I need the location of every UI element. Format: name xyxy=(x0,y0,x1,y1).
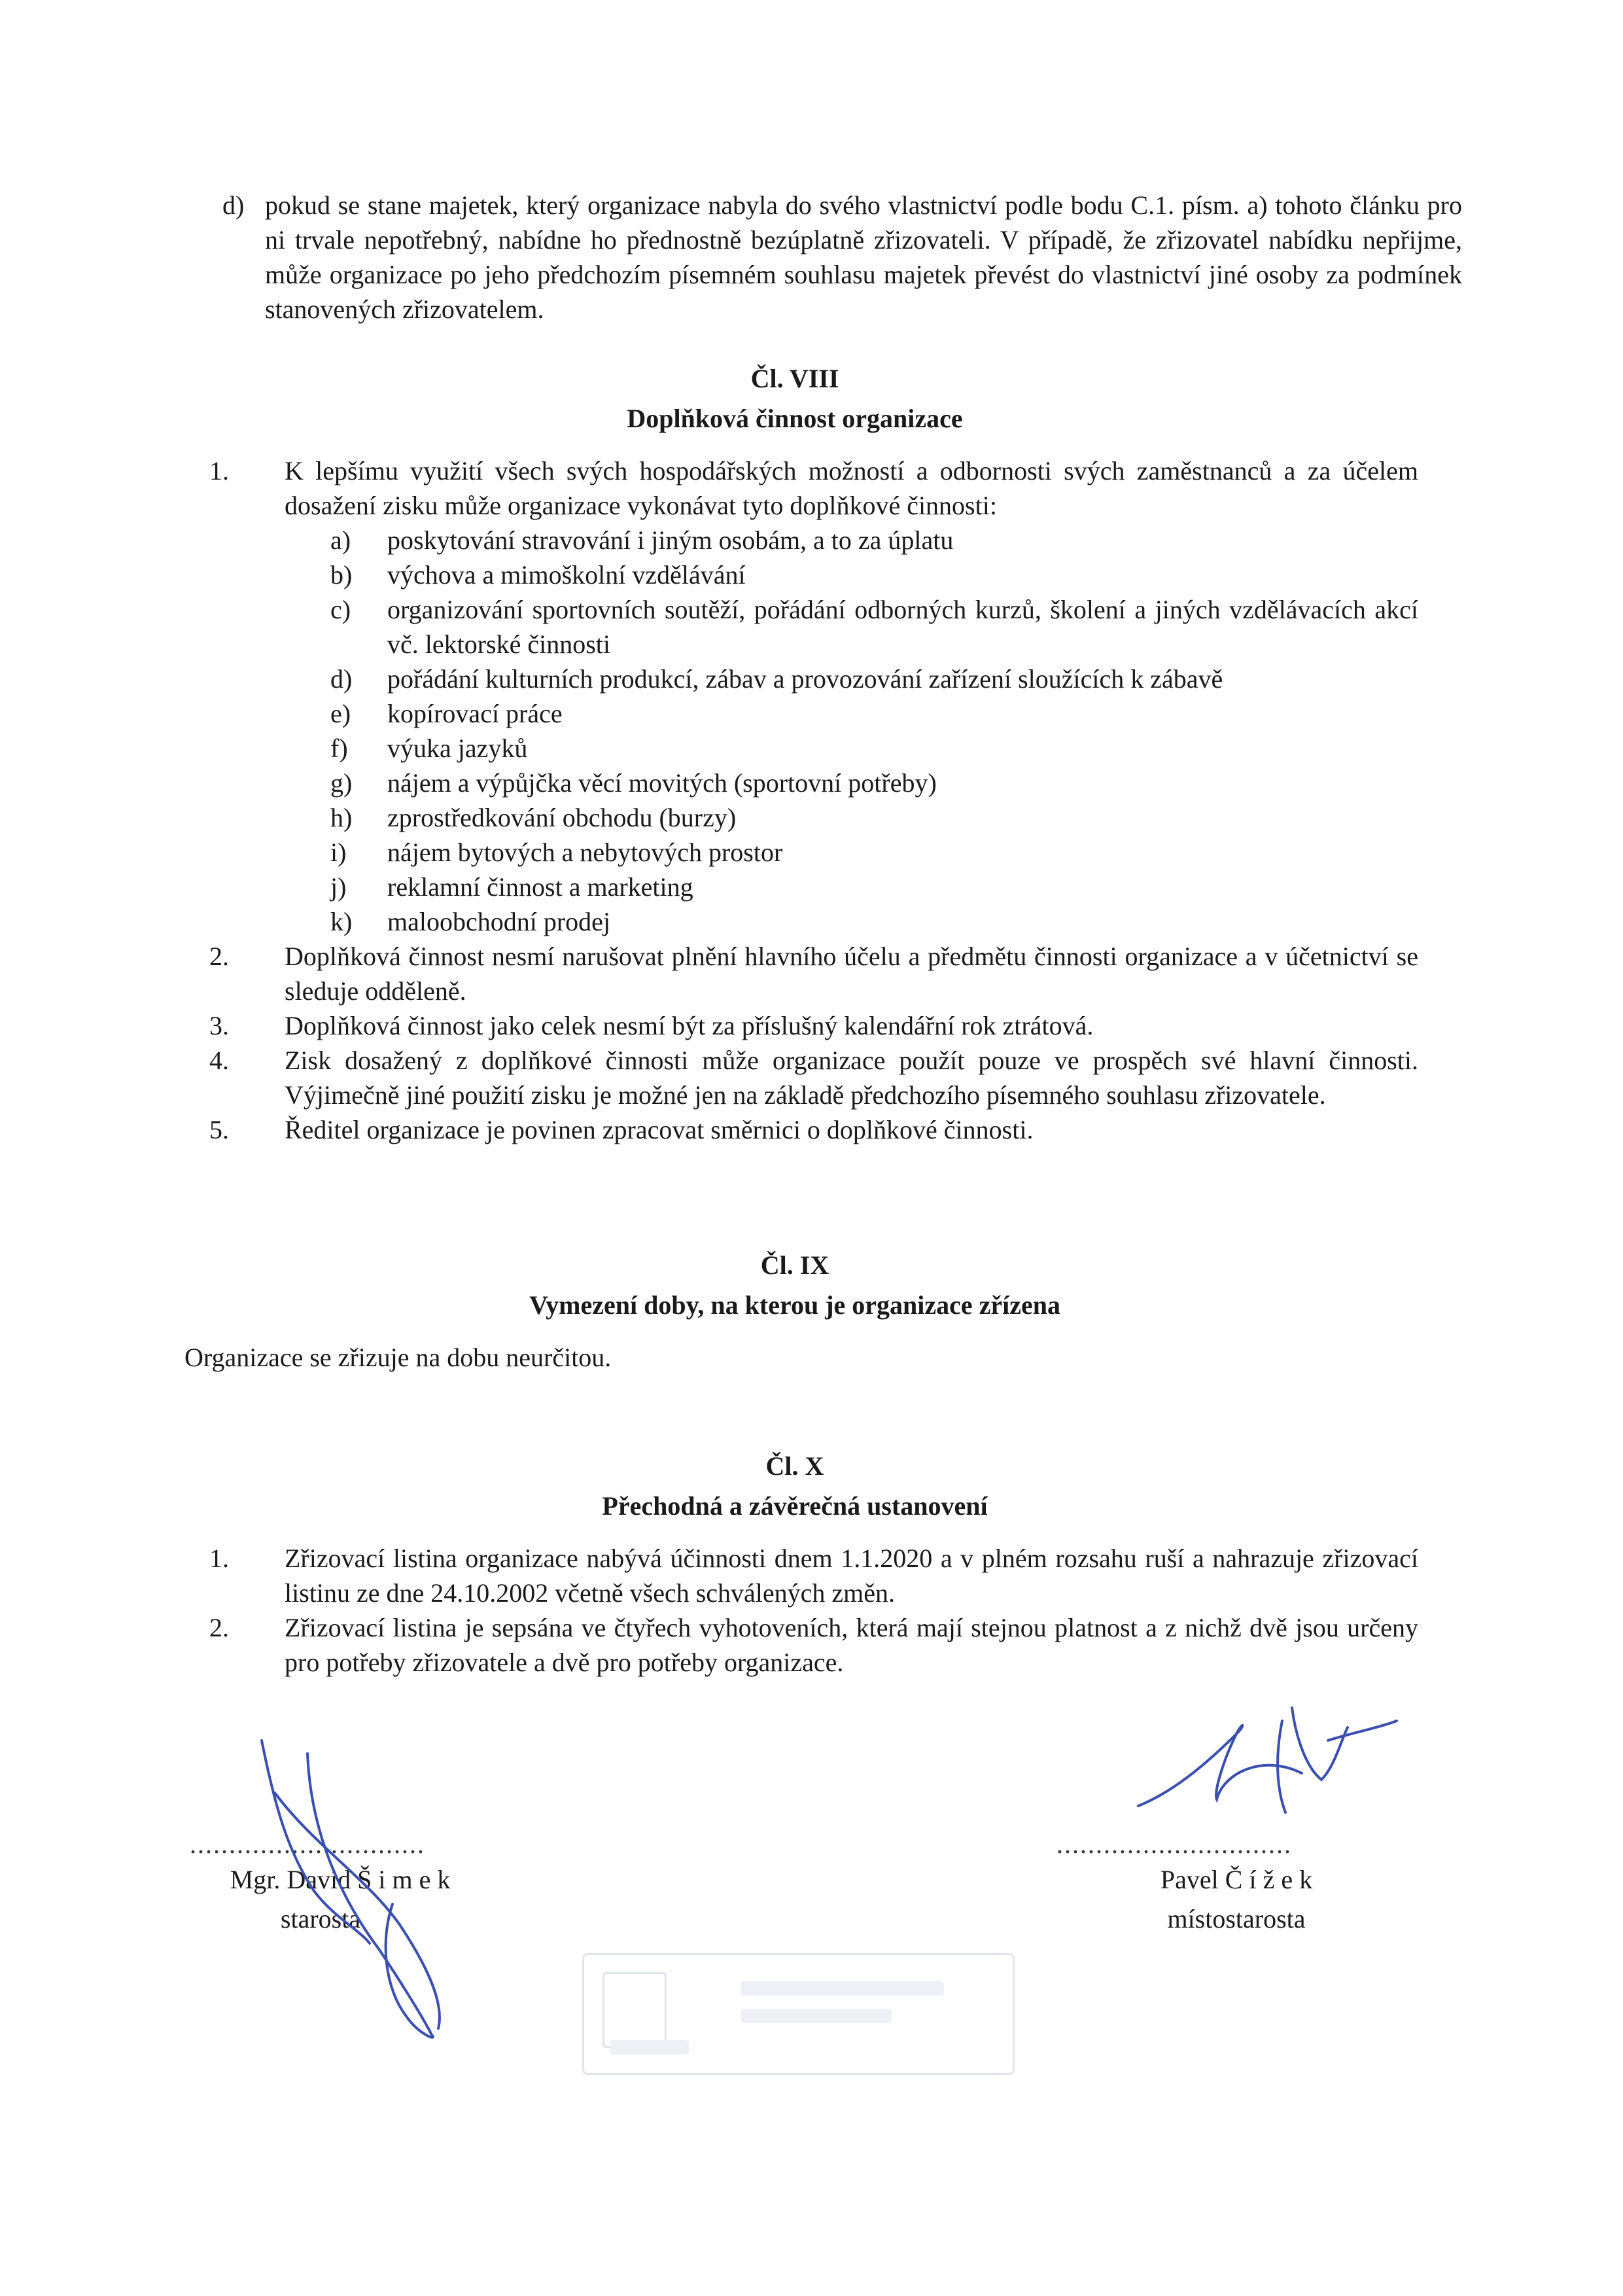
subitem-marker: a) xyxy=(330,525,351,555)
subitem-g xyxy=(330,766,1418,800)
subitem-k xyxy=(330,904,1418,939)
subitem-text: maloobchodní prodej xyxy=(387,907,611,936)
article-ix-number: Čl. IX xyxy=(760,1250,829,1280)
subitem-i xyxy=(330,835,1418,870)
subitem-text: nájem bytových a nebytových prostor xyxy=(387,838,783,867)
subitem-marker: f) xyxy=(330,733,348,763)
subitem-f xyxy=(330,731,1418,766)
item-marker: 2. xyxy=(209,1613,229,1642)
item-text: Ředitel organizace je povinen zpracovat směrnici o doplňkové činnosti. xyxy=(285,1115,1034,1144)
subitem-list xyxy=(209,523,1418,939)
subitem-marker: h) xyxy=(330,803,353,832)
signatory-name-left: Mgr. David Š i m e k xyxy=(230,1865,451,1894)
article-ix-title: Vymezení doby, na kterou je organizace zřízena xyxy=(529,1290,1061,1320)
subitem-marker: k) xyxy=(330,907,353,936)
article-x-body xyxy=(209,1541,1418,1680)
subitem-c xyxy=(330,592,1418,662)
subitem-d xyxy=(330,662,1418,696)
stamp-line xyxy=(610,2040,689,2055)
subitem-text: reklamní činnost a marketing xyxy=(387,872,693,902)
subitem-marker: e) xyxy=(330,699,351,728)
subitem-j xyxy=(330,870,1418,904)
subitem-text: nájem a výpůjčka věcí movitých (sportovní potřeby) xyxy=(387,768,937,798)
item-text: K lepšímu využití všech svých hospodářských možností a odbornosti svých zaměstnanců a za účelem dosažení zisku může organizace vykonávat tyto doplňkové činnosti: xyxy=(285,456,1418,520)
item-marker: 5. xyxy=(209,1115,229,1144)
list-item xyxy=(209,1610,1418,1680)
subitem-text: pořádání kulturních produkcí, zábav a provozování zařízení sloužících k zábavě xyxy=(387,664,1223,694)
list-item xyxy=(209,1541,1418,1610)
subitem-e xyxy=(330,696,1418,731)
subitem-h xyxy=(330,800,1418,835)
item-marker: 2. xyxy=(209,942,229,971)
list-item xyxy=(209,1043,1418,1112)
stamp-emblem-icon xyxy=(602,1972,667,2048)
list-item xyxy=(209,453,1418,523)
signatory-role-right: místostarosta xyxy=(1167,1904,1306,1934)
article-viii-title: Doplňková činnost organizace xyxy=(627,404,963,433)
subitem-marker: g) xyxy=(330,768,353,798)
item-marker: 1. xyxy=(209,1544,229,1573)
article-viii-number: Čl. VIII xyxy=(750,364,839,393)
subitem-marker: c) xyxy=(330,595,351,624)
signatory-role-left: starosta xyxy=(280,1904,361,1934)
official-stamp xyxy=(582,1953,1015,2075)
item-marker: 4. xyxy=(209,1046,229,1075)
subitem-text: zprostředkování obchodu (burzy) xyxy=(387,803,737,832)
stamp-line xyxy=(741,1981,944,1996)
item-marker: d) xyxy=(222,190,245,220)
item-text: Zisk dosažený z doplňkové činnosti může organizace použít pouze ve prospěch své hlavní činnosti. Výjimečně jiné použití zisku je možné jen na základě předchozího písemného souhlasu zřizovatele. xyxy=(285,1046,1418,1110)
article-x-title: Přechodná a závěrečná ustanovení xyxy=(602,1491,988,1521)
signatory-name-right: Pavel Č í ž e k xyxy=(1160,1865,1313,1894)
subitem-text: výuka jazyků xyxy=(387,733,528,763)
prev-item-d xyxy=(222,188,1462,327)
subitem-text: poskytování stravování i jiným osobám, a to za úplatu xyxy=(387,525,954,555)
subitem-marker: d) xyxy=(330,664,353,694)
subitem-text: organizování sportovních soutěží, pořádání odborných kurzů, školení a jiných vzdělávacích akcí vč. lektorské činnosti xyxy=(387,595,1418,659)
item-text: Doplňková činnost jako celek nesmí být za příslušný kalendářní rok ztrátová. xyxy=(285,1011,1094,1040)
item-text: Doplňková činnost nesmí narušovat plnění hlavního účelu a předmětu činnosti organizace a v účetnictví se sleduje odděleně. xyxy=(285,942,1418,1006)
item-text: Zřizovací listina organizace nabývá účinnosti dnem 1.1.2020 a v plném rozsahu ruší a nahrazuje zřizovací listinu ze dne 24.10.2002 včetně všech schválených změn. xyxy=(285,1544,1418,1608)
item-text: Zřizovací listina je sepsána ve čtyřech vyhotoveních, která mají stejnou platnost a z nichž dvě jsou určeny pro potřeby zřizovatele a dvě pro potřeby organizace. xyxy=(285,1613,1418,1677)
item-text: pokud se stane majetek, který organizace nabyla do svého vlastnictví podle bodu C.1. písm. a) tohoto článku pro ni trvale nepotřebný, nabídne ho přednostně bezúplatně zřizovateli. V případě, že zřizovatel nabídku nepřijme, může organizace po jeho předchozím písemném souhlasu majetek převést do vlastnictví jiné osoby za podmínek stanovených zřizovatelem. xyxy=(265,190,1462,324)
article-viii-body xyxy=(209,453,1418,1147)
stamp-line xyxy=(741,2009,892,2023)
item-marker: 3. xyxy=(209,1011,229,1040)
article-ix-text: Organizace se zřizuje na dobu neurčitou. xyxy=(184,1343,612,1372)
article-x-number: Čl. X xyxy=(765,1451,824,1481)
signature-line-left: .............................. xyxy=(190,1829,425,1859)
signature-line-right: .............................. xyxy=(1056,1829,1292,1859)
subitem-b xyxy=(330,557,1418,592)
subitem-a xyxy=(330,523,1418,557)
list-item xyxy=(209,1008,1418,1043)
item-marker: 1. xyxy=(209,456,229,486)
signature-right-handwriting xyxy=(1132,1695,1406,1845)
subitem-marker: b) xyxy=(330,560,353,590)
subitem-marker: i) xyxy=(330,838,347,867)
list-item xyxy=(209,939,1418,1008)
list-item xyxy=(209,1112,1418,1147)
subitem-text: kopírovací práce xyxy=(387,699,563,728)
subitem-marker: j) xyxy=(330,872,347,902)
subitem-text: výchova a mimoškolní vzdělávání xyxy=(387,560,746,590)
